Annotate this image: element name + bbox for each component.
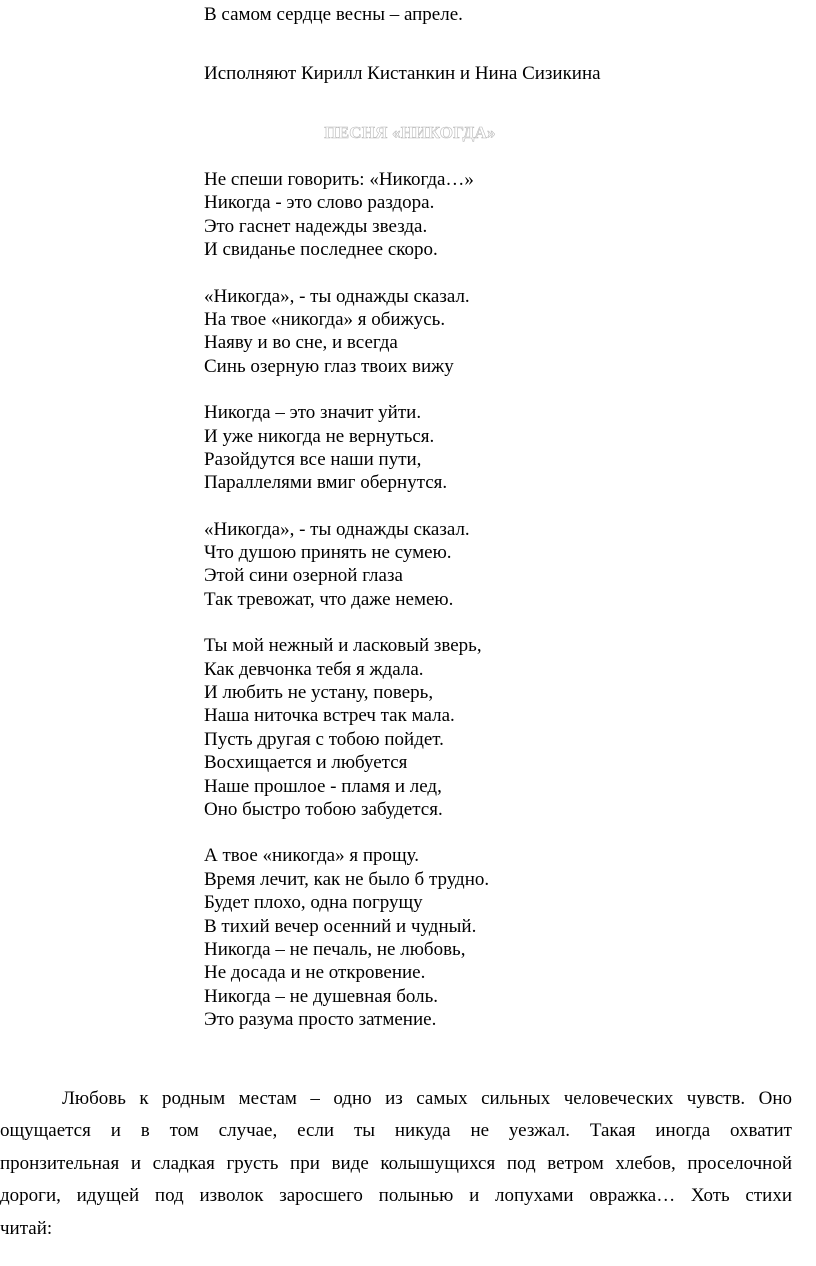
- song-title: ПЕСНЯ «НИКОГДА»: [324, 123, 496, 142]
- verse-line: Этой сини озерной глаза: [204, 565, 403, 587]
- verse-line: Как девчонка тебя я ждала.: [204, 658, 424, 680]
- verse-line: И любить не устану, поверь,: [204, 682, 434, 704]
- poem: [204, 168, 764, 1055]
- stanza: [204, 634, 764, 821]
- verse-line: Наше прошлое - пламя и лед,: [204, 775, 442, 797]
- verse-line: Что душою принять не сумею.: [204, 542, 452, 564]
- verse-line: Синь озерную глаз твоих вижу: [204, 355, 454, 377]
- stanza: [204, 401, 764, 495]
- verse-line: Будет плохо, одна погрущу: [204, 892, 423, 914]
- intro-line: В самом сердце весны – апреле.: [204, 4, 463, 25]
- verse-line: Разойдутся все наши пути,: [204, 448, 422, 470]
- stanza: [204, 168, 764, 262]
- verse-line: И уже никогда не вернуться.: [204, 425, 435, 447]
- verse-line: А твое «никогда» я прощу.: [204, 845, 419, 867]
- prose-line: читай:: [0, 1217, 53, 1239]
- verse-line: Никогда – это значит уйти.: [204, 402, 422, 424]
- prose-line: дороги, идущей под изволок заросшего полынью и лопухами овражка… Хоть стихи: [0, 1185, 792, 1207]
- verse-line: Пусть другая с тобою пойдет.: [204, 728, 444, 750]
- prose-paragraph: [0, 1083, 792, 1245]
- verse-line: «Никогда», - ты однажды сказал.: [204, 285, 470, 307]
- stanza: [204, 844, 764, 1031]
- verse-line: На твое «никогда» я обижусь.: [204, 308, 446, 330]
- verse-line: Никогда – не печаль, не любовь,: [204, 938, 466, 960]
- verse-line: Параллелями вмиг обернутся.: [204, 472, 448, 494]
- verse-line: Оно быстро тобою забудется.: [204, 798, 443, 820]
- verse-line: «Никогда», - ты однажды сказал.: [204, 518, 470, 540]
- verse-line: Наша ниточка встреч так мала.: [204, 705, 455, 727]
- verse-line: В тихий вечер осенний и чудный.: [204, 915, 477, 937]
- verse-line: Никогда – не душевная боль.: [204, 985, 439, 1007]
- prose-line: ощущается и в том случае, если ты никуда не уезжал. Такая иногда охватит: [0, 1120, 792, 1142]
- verse-line: Время лечит, как не было б трудно.: [204, 868, 490, 890]
- verse-line: Наяву и во сне, и всегда: [204, 332, 398, 354]
- stanza: [204, 518, 764, 612]
- verse-line: Никогда - это слово раздора.: [204, 192, 435, 214]
- stanza: [204, 285, 764, 379]
- prose-line: Любовь к родным местам – одно из самых сильных человеческих чувств. Оно: [62, 1088, 792, 1109]
- verse-line: Так тревожат, что даже немею.: [204, 588, 454, 610]
- verse-line: Не досада и не откровение.: [204, 962, 426, 984]
- performers-line: Исполняют Кирилл Кистанкин и Нина Сизикина: [204, 63, 601, 84]
- verse-line: Это разума просто затмение.: [204, 1009, 437, 1031]
- verse-line: Ты мой нежный и ласковый зверь,: [204, 635, 482, 657]
- verse-line: Восхищается и любуется: [204, 752, 408, 774]
- verse-line: Это гаснет надежды звезда.: [204, 215, 428, 237]
- verse-line: Не спеши говорить: «Никогда…»: [204, 169, 474, 190]
- prose-line: пронзительная и сладкая грусть при виде колышущихся под ветром хлебов, проселочной: [0, 1152, 792, 1174]
- verse-line: И свиданье последнее скоро.: [204, 239, 438, 261]
